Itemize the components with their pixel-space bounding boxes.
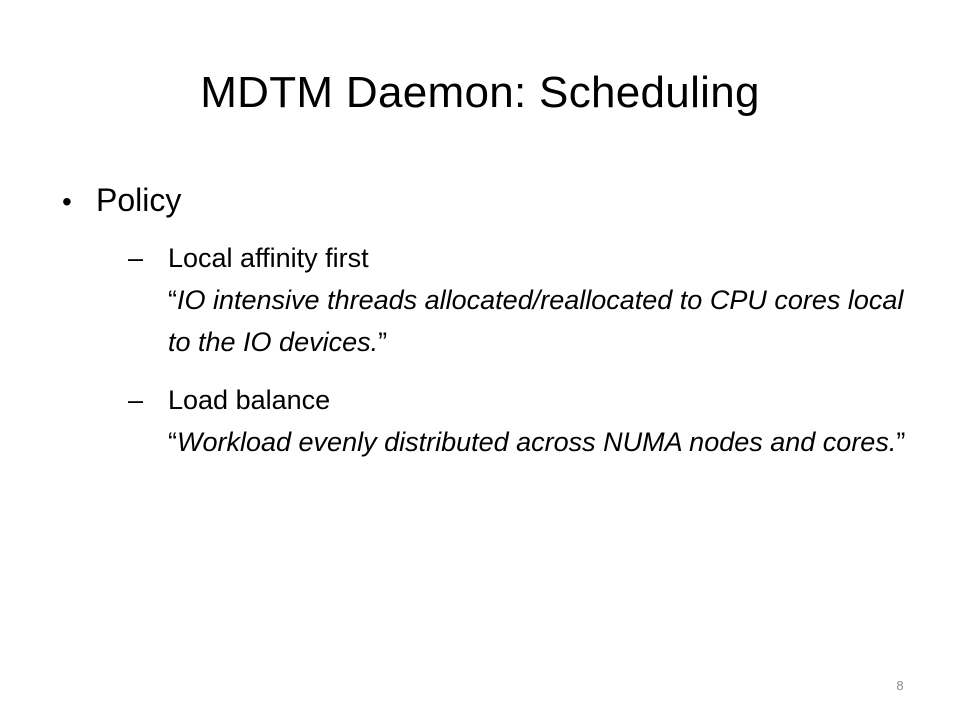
sub-item-local-affinity [128, 237, 908, 363]
dash-icon: – [128, 243, 144, 273]
dash-icon: – [128, 385, 144, 415]
bullet-policy [62, 178, 902, 224]
sub-item-label: Local affinity first [168, 243, 369, 273]
sub-item-load-balance [128, 379, 908, 463]
close-quote: ” [896, 427, 906, 457]
slide-title: MDTM Daemon: Scheduling [200, 68, 760, 117]
close-quote: ” [378, 327, 388, 357]
page-number: 8 [896, 678, 904, 693]
sub-item-label: Load balance [168, 385, 331, 415]
bullet-text: Policy [96, 182, 182, 218]
bullet-dot-icon: • [62, 186, 72, 217]
open-quote: “ [168, 285, 177, 315]
sub-item-quote [168, 421, 908, 463]
open-quote: “ [168, 427, 177, 457]
quote-text: Workload evenly distributed across NUMA nodes and cores. [177, 427, 897, 457]
sub-item-quote [168, 279, 908, 363]
quote-text: IO intensive threads allocated/reallocated to CPU cores local to the IO devices. [168, 285, 904, 357]
